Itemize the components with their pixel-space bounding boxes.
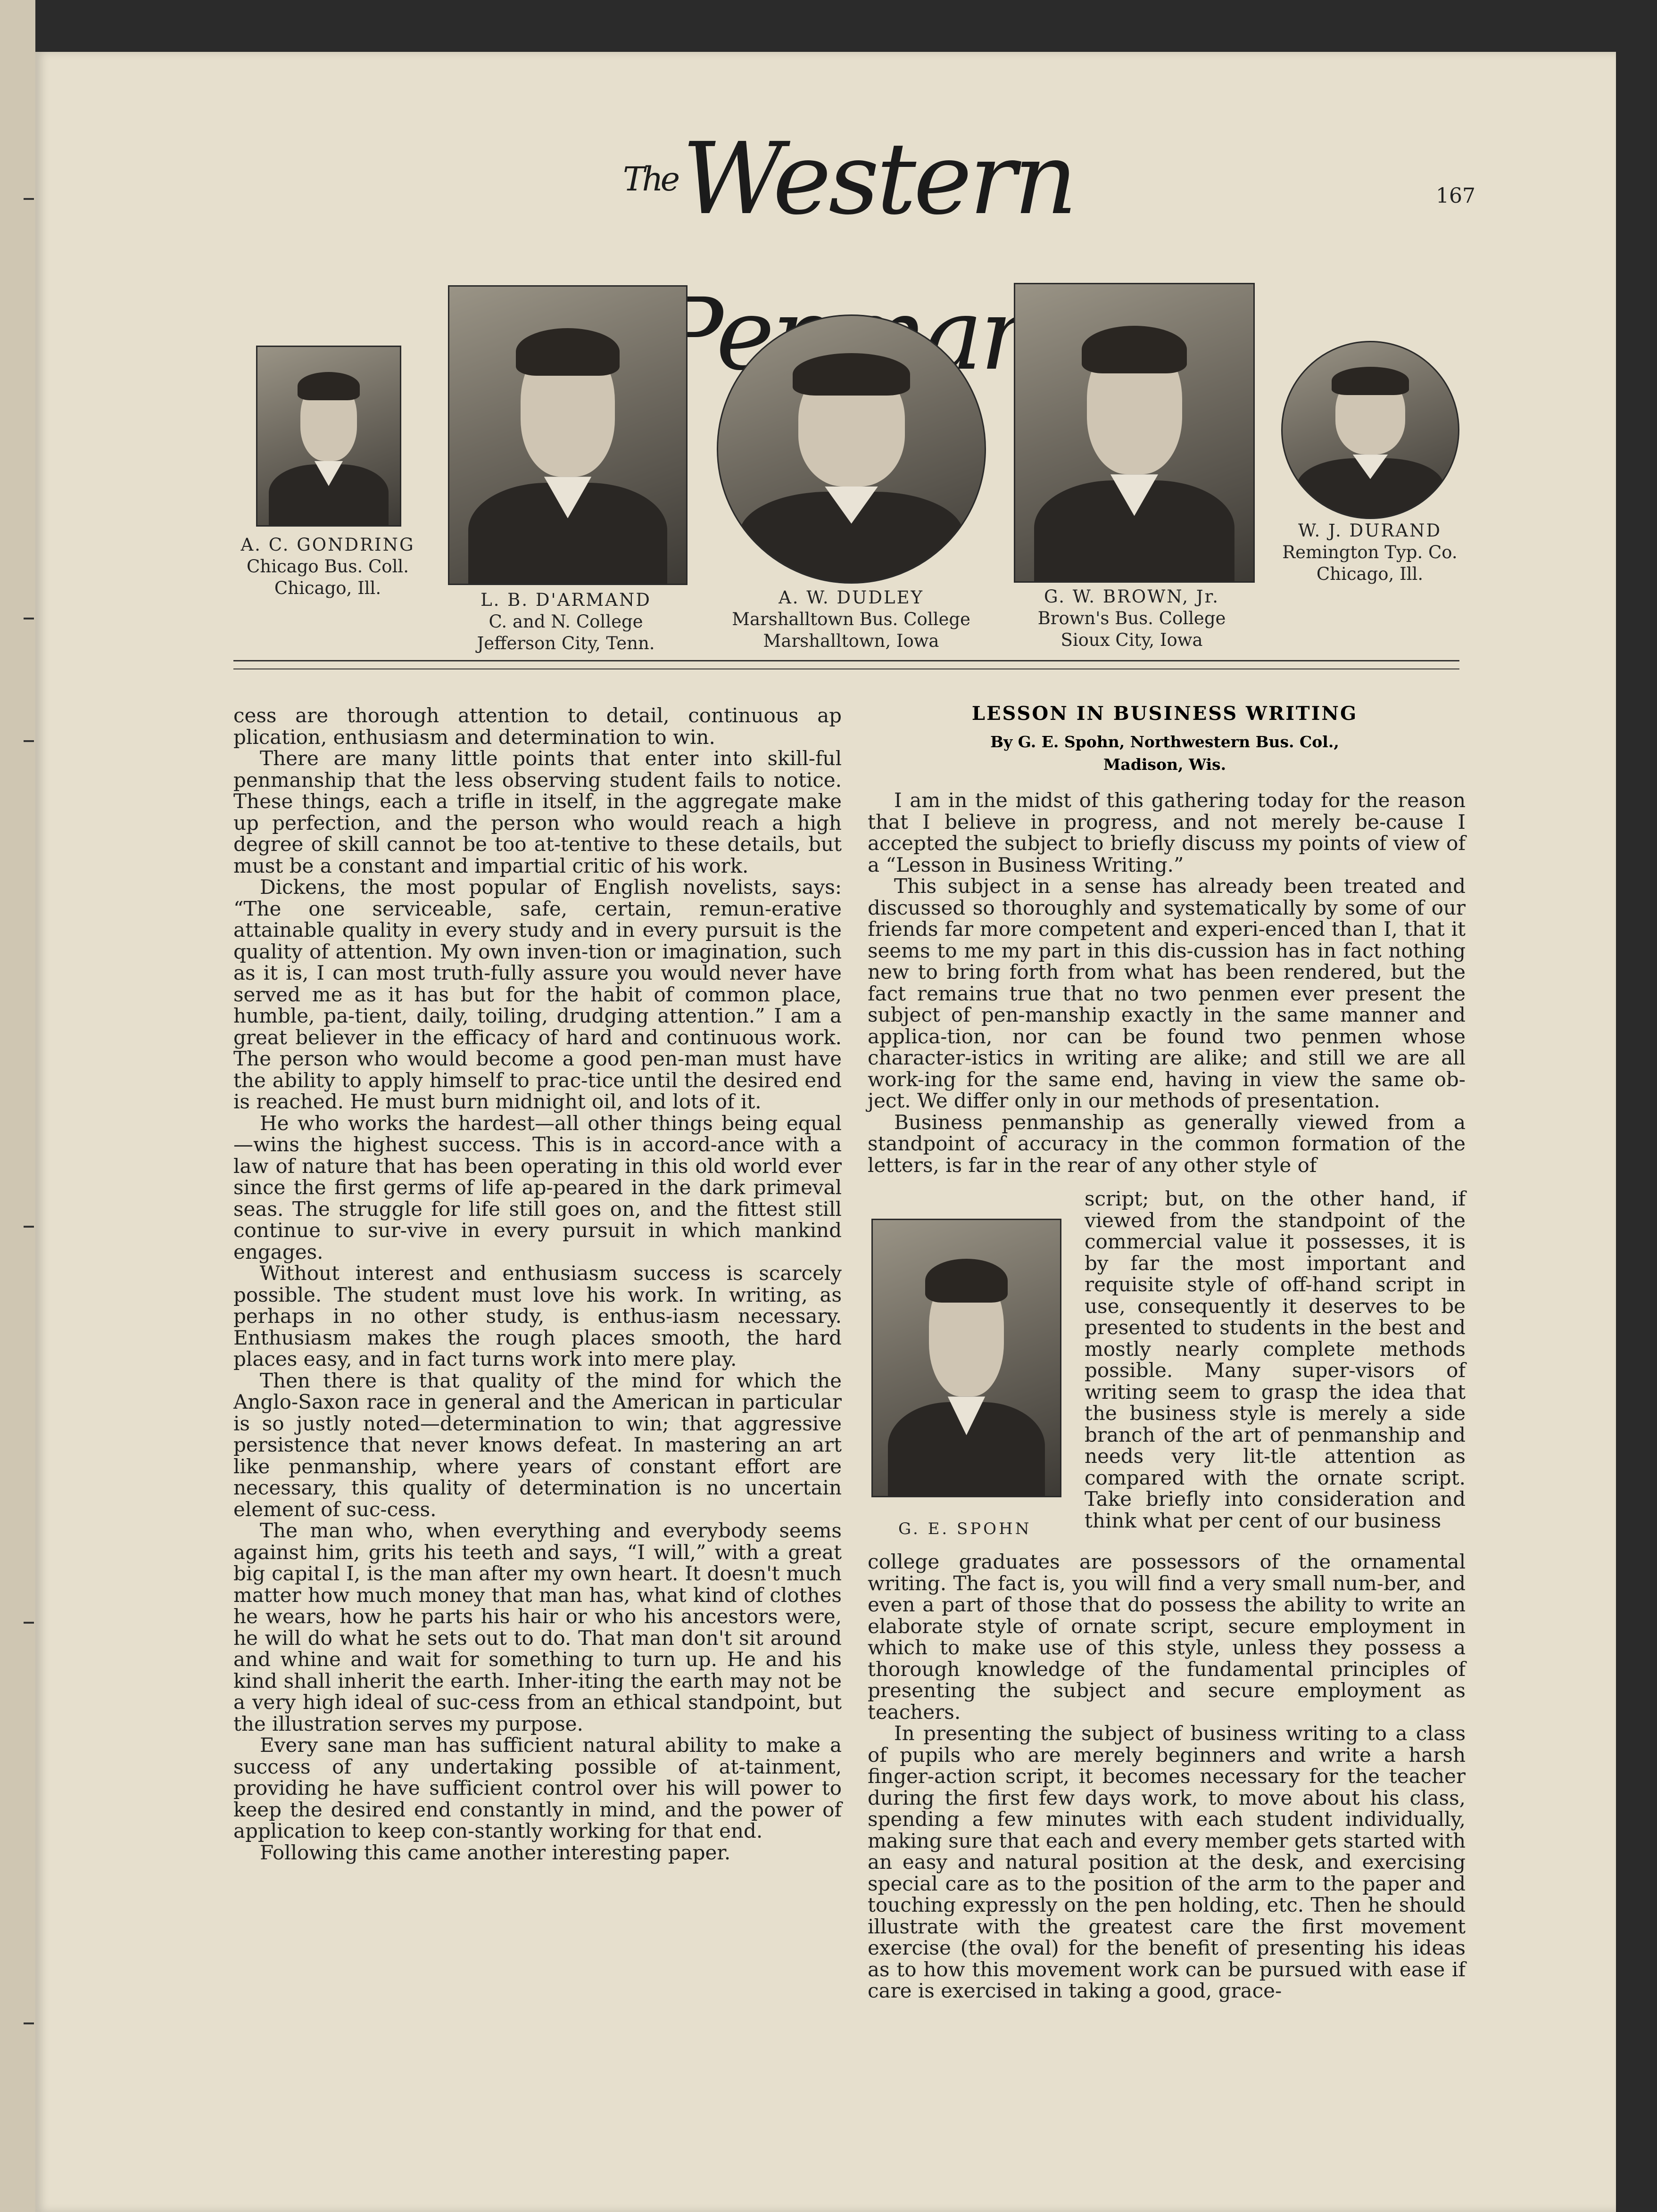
paragraph: Following this came another interesting paper. [260,1841,731,1864]
right-column-bottom [868,1551,1466,2002]
portrait-gondring [256,346,401,527]
paragraph: Then there is that quality of the mind for which the Anglo-Saxon race in general and the American in particular is so justly noted—determination to win; that aggressive persistence that never knows defeat. In mastering an art like penmanship, where years of constant effort are necessary, this quality of determination is no uncertain element of suc-cess. [233,1369,842,1521]
binding-mark [24,618,34,619]
binding-mark [24,740,34,742]
caption-durand: W. J. DURAND Remington Typ. Co. Chicago, Ill. [1282,520,1458,584]
binding-mark [24,1622,34,1624]
caption-darmand: L. B. D'ARMAND C. and N. College Jefferson City, Tenn. [477,590,655,653]
portrait-durand [1281,341,1459,519]
paragraph: script; but, on the other hand, if viewed from the standpoint of the commercial value it possesses, it is by far the most important and requisite style of off-hand script in use, consequently it deserves to be presented to students in the best and mostly nearly complete methods possible. Many super-visors of writing seem to grasp the idea that the business style is merely a side branch of the art of penmanship and needs very lit-tle attention as compared with the ornate script. Take briefly into consideration and think what per cent of our business [1085,1187,1466,1532]
paragraph: He who works the hardest—all other things being equal—wins the highest success. This is in accord-ance with a law of nature that has been operating in this old world ever since the first germs of life ap-peared in the dark primeval seas. The struggle for life still goes on, and the fittest still continue to sur-vive in every pursuit in which mankind engages. [233,1111,842,1263]
photo-caption-spohn: G. E. SPOHN [898,1519,1032,1538]
paragraph: I am in the midst of this gathering today for the reason that I believe in progress, and not merely be-cause I accepted the subject to briefly discuss my points of view of a “Lesson in Business Writing.” [868,789,1466,876]
article-title: LESSON IN BUSINESS WRITING [971,702,1358,725]
paragraph: cess are thorough attention to detail, continuous ap plication, enthusiasm and determination to win. [233,704,842,749]
binding-edge [0,0,35,2212]
binding-mark [24,2022,34,2024]
masthead-prefix: The [622,160,678,198]
binding-mark [24,198,34,200]
binding-mark [24,1226,34,1228]
paragraph: college graduates are possessors of the ornamental writing. The fact is, you will find a very small num-ber, and even a part of those that do possess the ability to write an elaborate style of ornate script, secure employment in which to make use of this style, unless they possess a thorough knowledge of the fundamental principles of presenting the subject and secure employment as teachers. [868,1550,1466,1724]
paragraph: Business penmanship as generally viewed from a standpoint of accuracy in the common formation of the letters, is far in the rear of any other style of [868,1110,1466,1177]
masthead-logo [514,101,1184,257]
right-column-top [868,790,1466,1176]
portrait-brown [1014,283,1255,583]
right-column-beside-photo [1085,1188,1466,1531]
paragraph: Every sane man has sufficient natural ability to make a success of any undertaking possible of at-tainment, providing he have sufficient control over his will power to keep the desired end constantly in mind, and the power of application to keep con-stantly working for that end. [233,1733,842,1842]
paragraph: Dickens, the most popular of English novelists, says: “The one serviceable, safe, certain, remun-erative attainable quality in every study and in every pursuit is the quality of attention. My own inven-tion or imagination, such as it is, I can most truth-fully assure you would never have served me as it has but for the habit of common place, humble, pa-tient, daily, toiling, drudging attention.” I am a great believer in the efficacy of hard and continuous work. The person who would become a good pen-man must have the ability to apply himself to prac-tice until the desired end is reached. He must burn midnight oil, and lots of it. [233,875,842,1113]
paragraph: There are many little points that enter into skill-ful penmanship that the less observing student fails to notice. These things, each a trifle in itself, in the aggregate make up perfection, and the person who would reach a high degree of skill cannot be too at-tentive to these details, but must be a constant and impartial critic of his work. [233,747,842,877]
portrait-darmand [448,285,688,585]
paragraph: This subject in a sense has already been treated and discussed so thoroughly and systematically by some of our friends far more competent and experi-enced than I, that it seems to me my part in this dis-cussion has in fact nothing new to bring forth from what has been rendered, but the fact remains true that no two penmen ever present the subject of pen-manship exactly in the same manner and applica-tion, nor can be found two penmen whose character-istics in writing are alike; and still we are all work-ing for the same end, having in view the same ob-ject. We differ only in our methods of presentation. [868,875,1466,1112]
portrait-dudley [717,314,986,584]
left-column [233,705,842,1863]
paragraph: The man who, when everything and everybody seems against him, grits his teeth and says, “I will,” with a great big capital I, is the man after my own heart. It doesn't much matter how much money that man has, what kind of clothes he wears, how he parts his hair or who his ancestors were, he will do what he sets out to do. That man don't sit around and whine and wait for something to turn up. He and his kind shall inherit the earth. Inher-iting the earth may not be a very high ideal of suc-cess from an ethical standpoint, but the illustration serves my purpose. [233,1519,842,1735]
page-number: 167 [1436,184,1475,208]
paragraph: Without interest and enthusiasm success is scarcely possible. The student must love his work. In writing, as perhaps in no other study, is enthus-iasm necessary. Enthusiasm makes the rough places smooth, the hard places easy, and in fact turns work into mere play. [233,1262,842,1370]
paragraph: In presenting the subject of business writing to a class of pupils who are merely beginners and write a harsh finger-action script, it becomes necessary for the teacher during the first few days work, to move about his class, spending a few minutes with each student individually, making sure that each and every member gets started with an easy and natural position at the desk, and exercising special care as to the position of the arm to the paper and touching expressly on the pen holding, etc. Then he should illustrate with the greatest care the first movement exercise (the oval) for the benefit of presenting his ideas as to how this movement work can be pursued with ease if care is exercised in taking a good, grace- [868,1722,1466,2002]
portrait-spohn [871,1219,1061,1497]
caption-gondring: A. C. GONDRING Chicago Bus. Coll. Chicago, Ill. [240,535,415,598]
caption-brown: G. W. BROWN, Jr. Brown's Bus. College Sioux City, Iowa [1037,586,1226,650]
divider-rule [233,660,1459,661]
caption-dudley: A. W. DUDLEY Marshalltown Bus. College Marshalltown, Iowa [732,587,970,651]
masthead-title: Western [682,121,1075,237]
article-byline: By G. E. Spohn, Northwestern Bus. Col., Madison, Wis. [990,733,1339,774]
